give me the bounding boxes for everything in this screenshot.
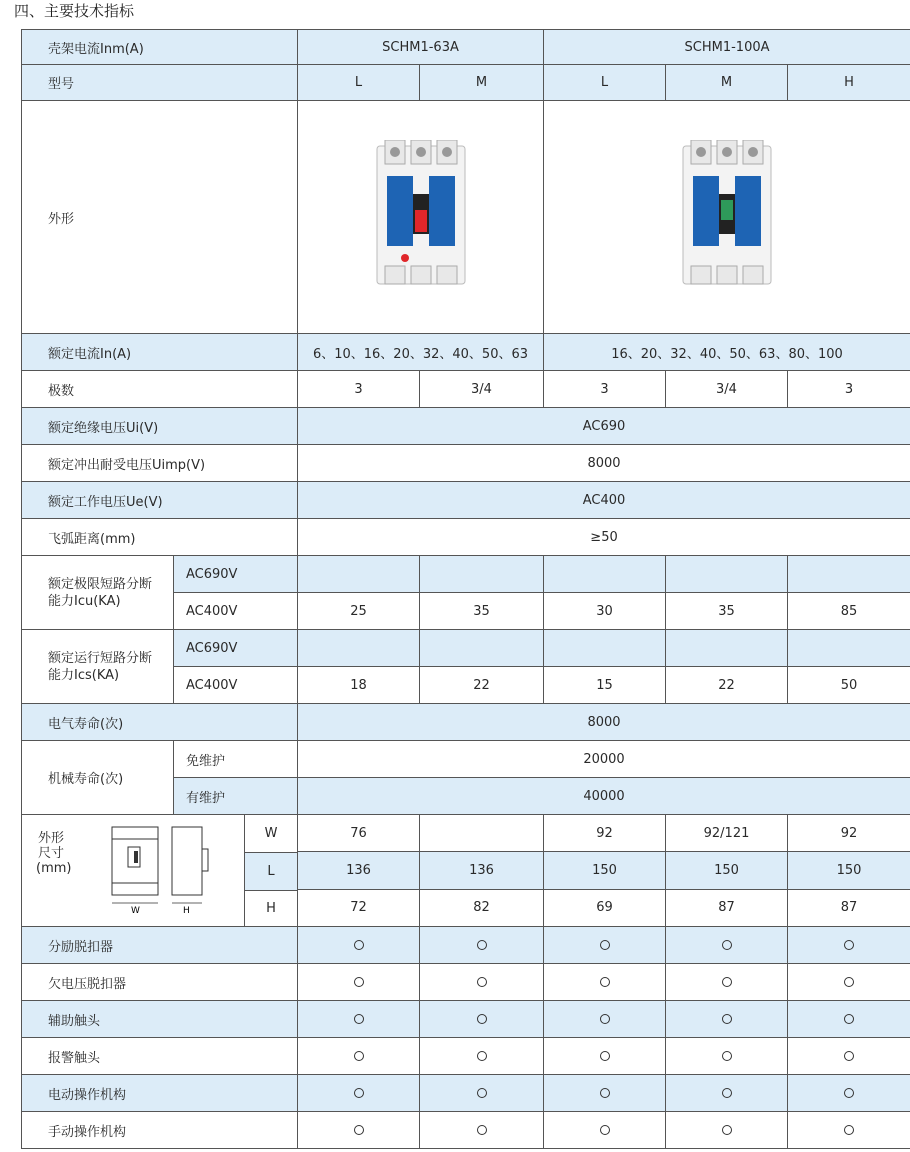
model-label: 型号 bbox=[22, 65, 298, 101]
poles-cell: 3/4 bbox=[666, 371, 788, 408]
ics-690-cell bbox=[544, 630, 666, 667]
circle-icon bbox=[544, 927, 666, 964]
circle-icon bbox=[788, 1075, 910, 1112]
ics-label: 额定运行短路分断能力Ics(KA) bbox=[22, 630, 174, 704]
impulse-row bbox=[22, 445, 910, 482]
dim-w-label: W bbox=[245, 815, 297, 853]
dim-h-cell: 72 bbox=[298, 889, 420, 926]
ics-690-row bbox=[22, 630, 910, 667]
dim-w-cell: 92 bbox=[788, 815, 910, 852]
icu-400-cell: 25 bbox=[298, 593, 420, 630]
accessory-label: 辅助触头 bbox=[22, 1001, 298, 1038]
circle-icon bbox=[666, 1112, 788, 1149]
circle-icon bbox=[298, 1038, 420, 1075]
rated-current-100: 16、20、32、40、50、63、80、100 bbox=[544, 334, 910, 371]
insulation-label: 额定绝缘电压Ui(V) bbox=[22, 408, 298, 445]
mech-life-free-row bbox=[22, 741, 910, 778]
circle-icon bbox=[420, 1001, 544, 1038]
elec-life-label: 电气寿命(次) bbox=[22, 704, 298, 741]
dim-l-cell: 150 bbox=[666, 852, 788, 889]
icu-690-cell bbox=[788, 556, 910, 593]
accessory-row bbox=[22, 1075, 910, 1112]
ics-400-cell: 22 bbox=[666, 667, 788, 704]
ics-400-cell: 18 bbox=[298, 667, 420, 704]
dimension-cell bbox=[22, 815, 298, 927]
dim-h-cell: 87 bbox=[788, 889, 910, 926]
breaker-100-image bbox=[677, 140, 777, 290]
rated-current-label: 额定电流In(A) bbox=[22, 334, 298, 371]
dim-l-cell: 136 bbox=[420, 852, 544, 889]
working-label: 额定工作电压Ue(V) bbox=[22, 482, 298, 519]
circle-icon bbox=[666, 964, 788, 1001]
model-row bbox=[22, 65, 910, 101]
dim-h-cell: 87 bbox=[666, 889, 788, 926]
dim-l-cell: 150 bbox=[544, 852, 666, 889]
circle-icon bbox=[544, 1112, 666, 1149]
icu-400-cell: 85 bbox=[788, 593, 910, 630]
elec-life-row bbox=[22, 704, 910, 741]
arc-label: 飞弧距离(mm) bbox=[22, 519, 298, 556]
arc-value: ≥50 bbox=[298, 519, 910, 556]
circle-icon bbox=[788, 1001, 910, 1038]
model-cell: H bbox=[788, 65, 910, 101]
ics-690-cell bbox=[666, 630, 788, 667]
mech-life-maint-label: 有维护 bbox=[174, 778, 298, 815]
breaker-63-image bbox=[371, 140, 471, 290]
breaker-100-photo bbox=[544, 101, 910, 334]
dim-w-row bbox=[22, 815, 910, 852]
ics-690-label: AC690V bbox=[174, 630, 298, 667]
accessory-label: 手动操作机构 bbox=[22, 1112, 298, 1149]
insulation-value: AC690 bbox=[298, 408, 910, 445]
ics-400-cell: 15 bbox=[544, 667, 666, 704]
model-cell: M bbox=[420, 65, 544, 101]
poles-cell: 3/4 bbox=[420, 371, 544, 408]
dimension-label-area bbox=[22, 815, 245, 926]
frame-row bbox=[22, 30, 910, 65]
icu-400-label: AC400V bbox=[174, 593, 298, 630]
model-cell: L bbox=[544, 65, 666, 101]
model-cell: L bbox=[298, 65, 420, 101]
accessory-row bbox=[22, 1001, 910, 1038]
impulse-label: 额定冲出耐受电压Uimp(V) bbox=[22, 445, 298, 482]
poles-cell: 3 bbox=[788, 371, 910, 408]
appearance-label: 外形 bbox=[22, 101, 298, 334]
dim-w-cell: 76 bbox=[298, 815, 420, 852]
circle-icon bbox=[544, 964, 666, 1001]
ics-400-cell: 50 bbox=[788, 667, 910, 704]
accessory-label: 欠电压脱扣器 bbox=[22, 964, 298, 1001]
mech-life-free-label: 免维护 bbox=[174, 741, 298, 778]
circle-icon bbox=[666, 927, 788, 964]
icu-400-cell: 35 bbox=[666, 593, 788, 630]
accessory-row bbox=[22, 927, 910, 964]
dimension-axis-labels bbox=[245, 815, 297, 926]
accessory-label: 报警触头 bbox=[22, 1038, 298, 1075]
circle-icon bbox=[420, 927, 544, 964]
icu-690-cell bbox=[420, 556, 544, 593]
circle-icon bbox=[544, 1001, 666, 1038]
insulation-row bbox=[22, 408, 910, 445]
circle-icon bbox=[788, 927, 910, 964]
dim-h-label: H bbox=[266, 901, 276, 916]
mech-life-free-value: 20000 bbox=[298, 741, 910, 778]
dim-l-cell: 136 bbox=[298, 852, 420, 889]
rated-current-63: 6、10、16、20、32、40、50、63 bbox=[298, 334, 544, 371]
circle-icon bbox=[420, 964, 544, 1001]
dim-w-cell: 92 bbox=[544, 815, 666, 852]
working-row bbox=[22, 482, 910, 519]
dimension-label: 外形尺寸(mm) bbox=[36, 831, 72, 876]
rated-current-row bbox=[22, 334, 910, 371]
poles-cell: 3 bbox=[298, 371, 420, 408]
icu-690-cell bbox=[544, 556, 666, 593]
diagram-w-label: W bbox=[131, 906, 140, 916]
arc-row bbox=[22, 519, 910, 556]
dim-l-label: L bbox=[245, 853, 297, 891]
ics-690-cell bbox=[788, 630, 910, 667]
icu-690-cell bbox=[666, 556, 788, 593]
spec-table bbox=[21, 29, 910, 1149]
accessory-label: 电动操作机构 bbox=[22, 1075, 298, 1112]
circle-icon bbox=[420, 1112, 544, 1149]
model-cell: M bbox=[666, 65, 788, 101]
dim-h-cell: 82 bbox=[420, 889, 544, 926]
accessory-row bbox=[22, 1038, 910, 1075]
circle-icon bbox=[298, 1001, 420, 1038]
circle-icon bbox=[298, 964, 420, 1001]
appearance-row bbox=[22, 101, 910, 334]
diagram-h-label: H bbox=[183, 906, 190, 916]
dim-w-cell bbox=[420, 815, 544, 852]
poles-label: 极数 bbox=[22, 371, 298, 408]
dim-l-cell: 150 bbox=[788, 852, 910, 889]
dim-w-cell: 92/121 bbox=[666, 815, 788, 852]
accessory-label: 分励脱扣器 bbox=[22, 927, 298, 964]
icu-690-label: AC690V bbox=[174, 556, 298, 593]
icu-690-cell bbox=[298, 556, 420, 593]
working-value: AC400 bbox=[298, 482, 910, 519]
ics-690-cell bbox=[420, 630, 544, 667]
frame-label: 壳架电流Inm(A) bbox=[22, 30, 298, 65]
circle-icon bbox=[298, 1075, 420, 1112]
dimension-diagram bbox=[82, 821, 232, 921]
icu-690-row bbox=[22, 556, 910, 593]
mech-life-label: 机械寿命(次) bbox=[22, 741, 174, 815]
elec-life-value: 8000 bbox=[298, 704, 910, 741]
poles-cell: 3 bbox=[544, 371, 666, 408]
circle-icon bbox=[666, 1001, 788, 1038]
circle-icon bbox=[788, 1038, 910, 1075]
frame-63-header: SCHM1-63A bbox=[298, 30, 544, 65]
icu-400-cell: 30 bbox=[544, 593, 666, 630]
circle-icon bbox=[544, 1075, 666, 1112]
poles-row bbox=[22, 371, 910, 408]
accessory-row bbox=[22, 1112, 910, 1149]
circle-icon bbox=[788, 964, 910, 1001]
circle-icon bbox=[298, 1112, 420, 1149]
circle-icon bbox=[544, 1038, 666, 1075]
circle-icon bbox=[420, 1075, 544, 1112]
accessory-row bbox=[22, 964, 910, 1001]
ics-400-label: AC400V bbox=[174, 667, 298, 704]
circle-icon bbox=[420, 1038, 544, 1075]
circle-icon bbox=[788, 1112, 910, 1149]
circle-icon bbox=[666, 1075, 788, 1112]
mech-life-maint-value: 40000 bbox=[298, 778, 910, 815]
circle-icon bbox=[666, 1038, 788, 1075]
impulse-value: 8000 bbox=[298, 445, 910, 482]
icu-label: 额定极限短路分断能力Icu(KA) bbox=[22, 556, 174, 630]
ics-690-cell bbox=[298, 630, 420, 667]
frame-100-header: SCHM1-100A bbox=[544, 30, 910, 65]
icu-400-cell: 35 bbox=[420, 593, 544, 630]
ics-400-cell: 22 bbox=[420, 667, 544, 704]
breaker-63-photo bbox=[298, 101, 544, 334]
circle-icon bbox=[298, 927, 420, 964]
page-title: 四、主要技术指标 bbox=[14, 2, 135, 20]
dim-h-cell: 69 bbox=[544, 889, 666, 926]
